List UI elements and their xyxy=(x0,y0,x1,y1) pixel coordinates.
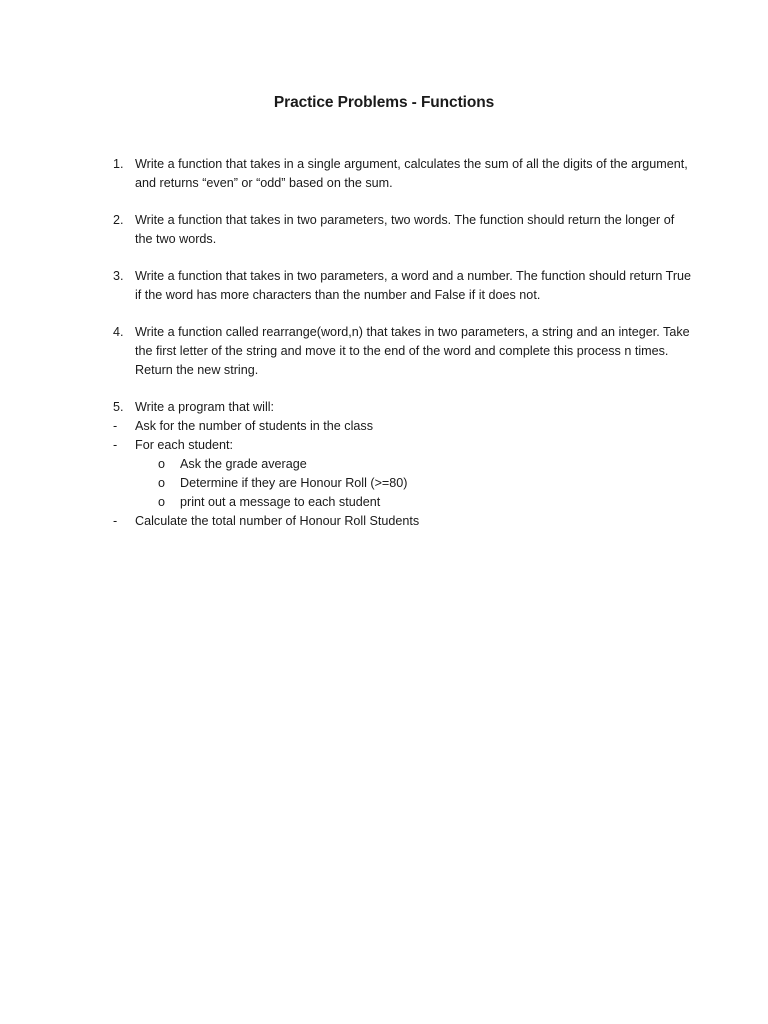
sub-step-item xyxy=(113,455,693,474)
document-title: Practice Problems - Functions xyxy=(273,94,495,111)
problem-number: 3. xyxy=(113,269,124,283)
step-item xyxy=(113,512,693,531)
sub-step-text: Ask the grade average xyxy=(180,457,307,471)
problem-item-3 xyxy=(113,267,693,305)
step-text: Ask for the number of students in the class xyxy=(135,419,374,433)
circle-bullet: o xyxy=(158,476,166,490)
dash-bullet: - xyxy=(113,514,118,528)
circle-bullet: o xyxy=(158,495,166,509)
step-item xyxy=(113,417,693,436)
problem-item-1 xyxy=(113,155,693,193)
problem-text: Write a function that takes in two parameters, two words. The function should return the longer of the two words. xyxy=(135,213,675,246)
step-item xyxy=(113,436,693,455)
problem-number: 4. xyxy=(113,325,124,339)
problem-text: Write a function called rearrange(word,n) that takes in two parameters, a string and an integer. Take the first letter of the string and move it to the end of the word and complete this process n times. Return the new string. xyxy=(135,325,690,377)
dash-bullet: - xyxy=(113,438,118,452)
dash-bullet: - xyxy=(113,419,118,433)
problem-item-2 xyxy=(113,211,693,249)
step-text: Calculate the total number of Honour Roll Students xyxy=(135,514,420,528)
problem-text: Write a function that takes in a single argument, calculates the sum of all the digits of the argument, and returns “even” or “odd” based on the sum. xyxy=(135,157,688,190)
problem-number: 5. xyxy=(113,400,124,414)
sub-step-text: Determine if they are Honour Roll (>=80) xyxy=(180,476,408,490)
problem-list xyxy=(113,155,693,531)
problem-text: Write a program that will: xyxy=(135,400,275,414)
sub-step-text: print out a message to each student xyxy=(180,495,381,509)
problem-item-5 xyxy=(113,398,693,417)
sub-step-item xyxy=(113,493,693,512)
problem-number: 2. xyxy=(113,213,124,227)
sub-step-item xyxy=(113,474,693,493)
problem-text: Write a function that takes in two parameters, a word and a number. The function should return True if the word has more characters than the number and False if it does not. xyxy=(135,269,692,302)
circle-bullet: o xyxy=(158,457,166,471)
step-text: For each student: xyxy=(135,438,234,452)
problem-item-4 xyxy=(113,323,693,380)
problem-number: 1. xyxy=(113,157,124,171)
